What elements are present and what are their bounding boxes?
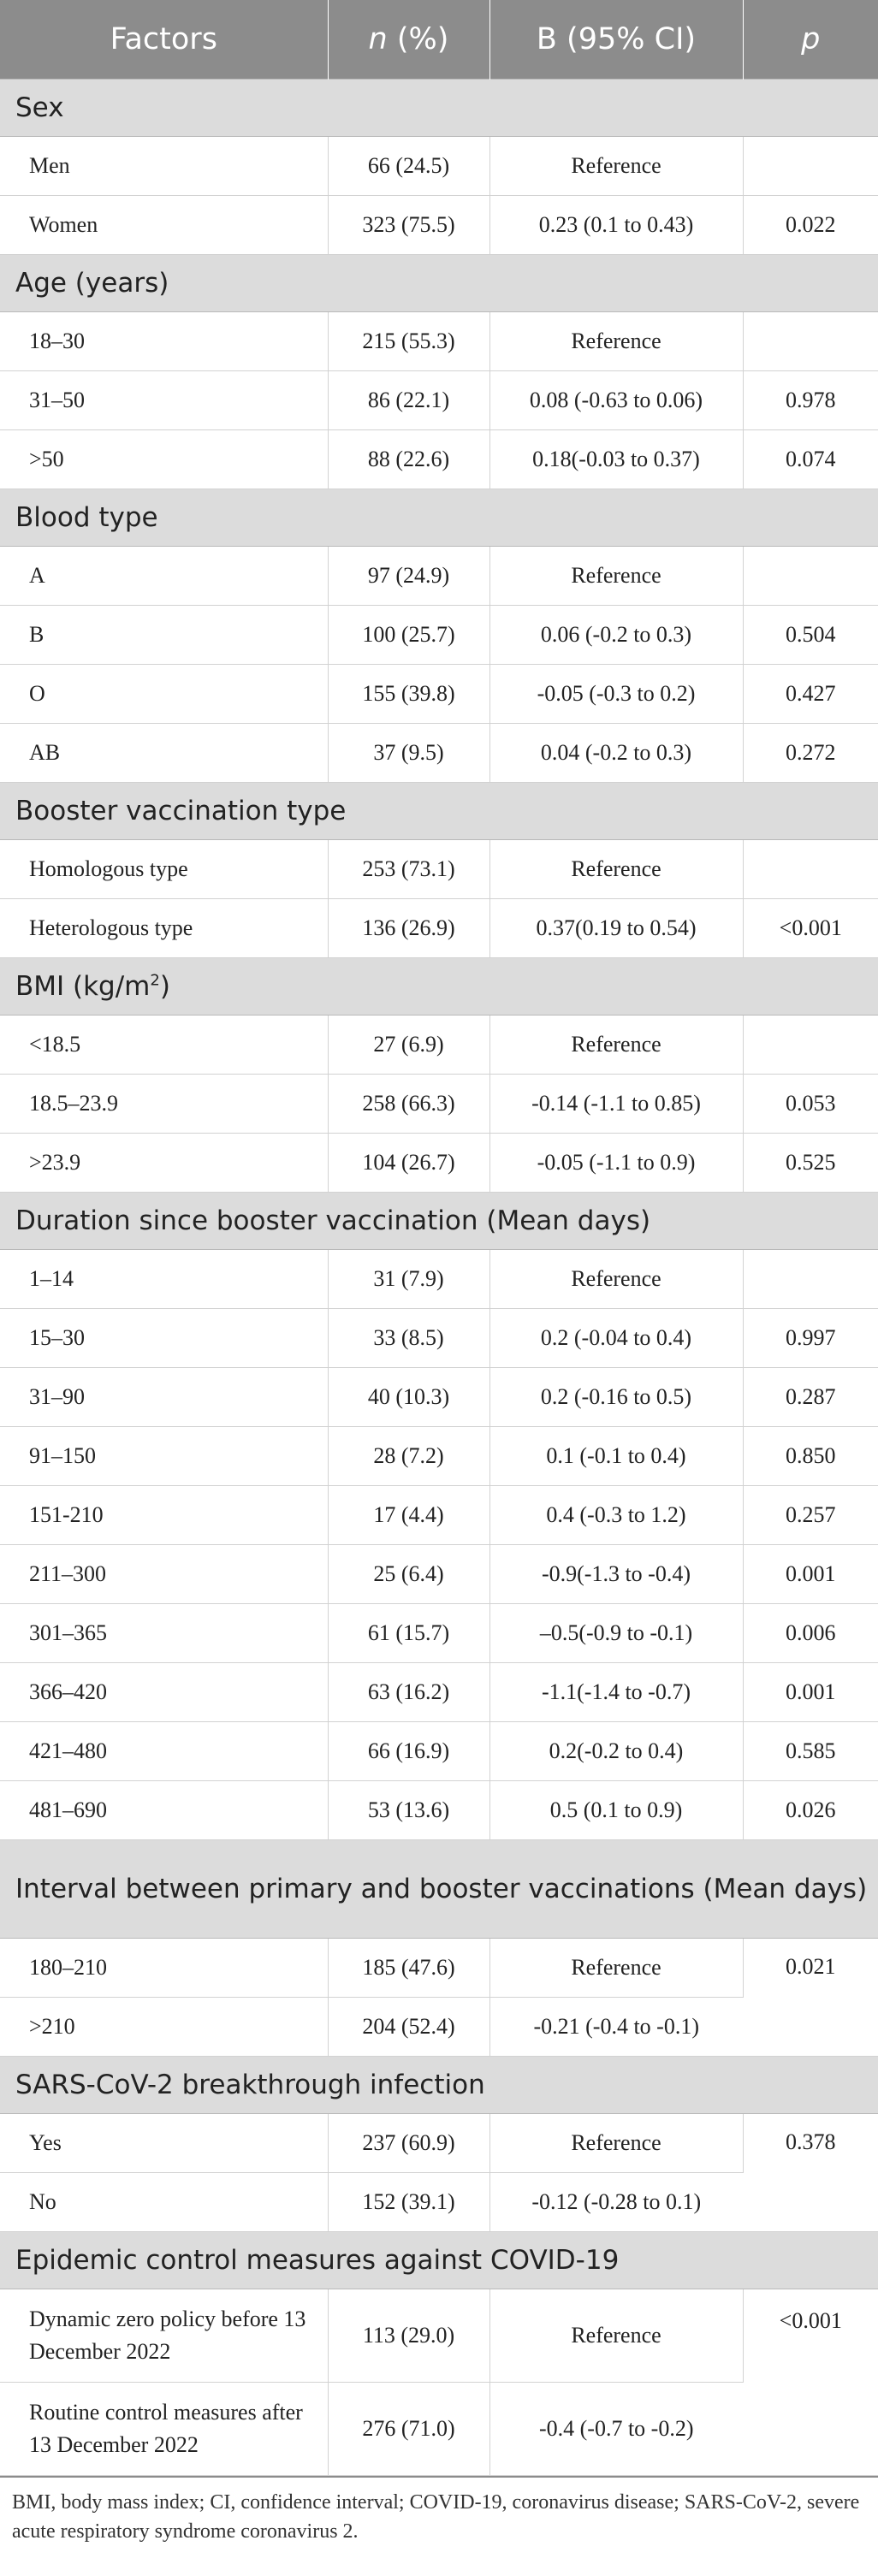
table-row [0, 1781, 878, 1840]
table-row [0, 840, 878, 899]
cell-b-ci: Reference [489, 2114, 743, 2173]
cell-factor: 211–300 [0, 1545, 328, 1604]
table-footnote: BMI, body mass index; CI, confidence interval; COVID-19, coronavirus disease; SARS-CoV-2, severe acute respiratory syndrome coronavirus 2. [0, 2476, 878, 2546]
section-title-text: Sex [15, 92, 64, 123]
cell-p-value: 0.997 [743, 1309, 878, 1368]
cell-factor: 18.5–23.9 [0, 1075, 328, 1134]
table-row [0, 1134, 878, 1193]
cell-b-ci: 0.08 (-0.63 to 0.06) [489, 371, 743, 430]
cell-factor: >210 [0, 1998, 328, 2057]
cell-n-percent: 155 (39.8) [328, 665, 489, 724]
cell-factor: B [0, 606, 328, 665]
cell-b-ci: 0.37(0.19 to 0.54) [489, 899, 743, 958]
cell-factor: Yes [0, 2114, 328, 2173]
cell-p-value: <0.001 [743, 899, 878, 958]
cell-factor: 301–365 [0, 1604, 328, 1663]
cell-factor: 31–90 [0, 1368, 328, 1427]
section-title-text: Epidemic control measures against COVID-19 [15, 2245, 620, 2276]
cell-n-percent: 17 (4.4) [328, 1486, 489, 1545]
cell-p-value: 0.585 [743, 1722, 878, 1781]
header-n-percent: (%) [396, 22, 449, 56]
cell-n-percent: 88 (22.6) [328, 430, 489, 489]
cell-n-percent: 100 (25.7) [328, 606, 489, 665]
cell-n-percent: 258 (66.3) [328, 1075, 489, 1134]
table-row [0, 1604, 878, 1663]
cell-factor: AB [0, 724, 328, 783]
table-row [0, 1016, 878, 1075]
section-title-text: Age (years) [15, 268, 169, 299]
cell-p-value [743, 1016, 878, 1075]
section-title-text: Booster vaccination type [15, 796, 347, 826]
cell-b-ci: Reference [489, 2289, 743, 2383]
cell-n-percent: 25 (6.4) [328, 1545, 489, 1604]
cell-b-ci: –0.5(-0.9 to -0.1) [489, 1604, 743, 1663]
cell-b-ci: -0.05 (-1.1 to 0.9) [489, 1134, 743, 1193]
cell-p-value: 0.021 [743, 1939, 878, 2057]
cell-n-percent: 104 (26.7) [328, 1134, 489, 1193]
cell-p-value: 0.001 [743, 1663, 878, 1722]
cell-p-value [743, 1250, 878, 1309]
cell-b-ci: Reference [489, 1250, 743, 1309]
table-row [0, 724, 878, 783]
table-row [0, 1309, 878, 1368]
cell-factor: 421–480 [0, 1722, 328, 1781]
section-title-suffix: ) [159, 971, 170, 1002]
cell-n-percent: 33 (8.5) [328, 1309, 489, 1368]
section-row [0, 1193, 878, 1250]
section-title-text: Interval between primary and booster vaccinations (Mean days) [15, 1874, 868, 1904]
cell-factor: Homologous type [0, 840, 328, 899]
cell-n-percent: 276 (71.0) [328, 2383, 489, 2476]
section-title [0, 783, 878, 840]
cell-factor: No [0, 2173, 328, 2232]
cell-b-ci: 0.2 (-0.04 to 0.4) [489, 1309, 743, 1368]
section-title [0, 1840, 878, 1939]
section-row [0, 255, 878, 312]
cell-factor: Routine control measures after 13 December 2022 [0, 2383, 328, 2476]
cell-n-percent: 61 (15.7) [328, 1604, 489, 1663]
cell-factor: A [0, 547, 328, 606]
cell-factor: Men [0, 137, 328, 196]
cell-b-ci: Reference [489, 547, 743, 606]
section-row [0, 2232, 878, 2289]
cell-b-ci: -0.4 (-0.7 to -0.2) [489, 2383, 743, 2476]
cell-p-value: 0.001 [743, 1545, 878, 1604]
section-row [0, 2057, 878, 2114]
section-title [0, 1193, 878, 1250]
cell-b-ci: -0.9(-1.3 to -0.4) [489, 1545, 743, 1604]
cell-factor: 151-210 [0, 1486, 328, 1545]
cell-n-percent: 113 (29.0) [328, 2289, 489, 2383]
table-row [0, 2289, 878, 2383]
section-title-superscript: 2 [150, 971, 160, 990]
cell-b-ci: 0.23 (0.1 to 0.43) [489, 196, 743, 255]
cell-n-percent: 204 (52.4) [328, 1998, 489, 2057]
cell-b-ci: 0.4 (-0.3 to 1.2) [489, 1486, 743, 1545]
table-header [0, 0, 878, 80]
cell-p-value [743, 312, 878, 371]
cell-factor: 18–30 [0, 312, 328, 371]
section-title [0, 489, 878, 547]
section-title [0, 2057, 878, 2114]
section-row [0, 80, 878, 137]
table-row [0, 606, 878, 665]
cell-factor: Heterologous type [0, 899, 328, 958]
cell-b-ci: Reference [489, 1939, 743, 1998]
cell-p-value [743, 547, 878, 606]
cell-p-value: 0.272 [743, 724, 878, 783]
cell-factor: 366–420 [0, 1663, 328, 1722]
cell-b-ci: Reference [489, 1016, 743, 1075]
table-row [0, 665, 878, 724]
cell-p-value: 0.006 [743, 1604, 878, 1663]
section-title [0, 255, 878, 312]
header-n [328, 0, 489, 80]
cell-n-percent: 63 (16.2) [328, 1663, 489, 1722]
cell-b-ci: Reference [489, 312, 743, 371]
section-title-text: SARS-CoV-2 breakthrough infection [15, 2070, 485, 2100]
cell-n-percent: 185 (47.6) [328, 1939, 489, 1998]
cell-p-value: 0.504 [743, 606, 878, 665]
cell-factor: 180–210 [0, 1939, 328, 1998]
table-row [0, 1427, 878, 1486]
section-title-text: Blood type [15, 502, 158, 533]
cell-n-percent: 40 (10.3) [328, 1368, 489, 1427]
header-factors: Factors [0, 0, 328, 80]
cell-factor: <18.5 [0, 1016, 328, 1075]
cell-n-percent: 152 (39.1) [328, 2173, 489, 2232]
cell-p-value: 0.850 [743, 1427, 878, 1486]
table-row [0, 2114, 878, 2173]
cell-p-value: 0.257 [743, 1486, 878, 1545]
cell-n-percent: 31 (7.9) [328, 1250, 489, 1309]
section-row [0, 1840, 878, 1939]
table-row [0, 1250, 878, 1309]
table-row [0, 137, 878, 196]
table-row [0, 196, 878, 255]
cell-factor: 481–690 [0, 1781, 328, 1840]
cell-b-ci: -1.1(-1.4 to -0.7) [489, 1663, 743, 1722]
cell-n-percent: 66 (24.5) [328, 137, 489, 196]
header-p: p [743, 0, 878, 80]
cell-b-ci: 0.06 (-0.2 to 0.3) [489, 606, 743, 665]
cell-n-percent: 323 (75.5) [328, 196, 489, 255]
cell-factor: 31–50 [0, 371, 328, 430]
table-row [0, 1939, 878, 1998]
cell-p-value: 0.074 [743, 430, 878, 489]
table-row [0, 312, 878, 371]
cell-p-value: 0.378 [743, 2114, 878, 2232]
cell-b-ci: 0.1 (-0.1 to 0.4) [489, 1427, 743, 1486]
cell-p-value: 0.053 [743, 1075, 878, 1134]
cell-b-ci: 0.5 (0.1 to 0.9) [489, 1781, 743, 1840]
header-n-symbol: n [368, 22, 388, 56]
cell-factor: O [0, 665, 328, 724]
cell-n-percent: 86 (22.1) [328, 371, 489, 430]
table-row [0, 371, 878, 430]
cell-b-ci: 0.2 (-0.16 to 0.5) [489, 1368, 743, 1427]
cell-factor: >23.9 [0, 1134, 328, 1193]
cell-n-percent: 53 (13.6) [328, 1781, 489, 1840]
cell-n-percent: 28 (7.2) [328, 1427, 489, 1486]
cell-factor: Dynamic zero policy before 13 December 2022 [0, 2289, 328, 2383]
cell-factor: 1–14 [0, 1250, 328, 1309]
table-row [0, 547, 878, 606]
section-row [0, 489, 878, 547]
table-row [0, 1663, 878, 1722]
table-row [0, 1486, 878, 1545]
cell-p-value: 0.287 [743, 1368, 878, 1427]
cell-factor: Women [0, 196, 328, 255]
section-row [0, 783, 878, 840]
cell-factor: 91–150 [0, 1427, 328, 1486]
cell-b-ci: -0.21 (-0.4 to -0.1) [489, 1998, 743, 2057]
cell-b-ci: Reference [489, 137, 743, 196]
cell-p-value: 0.026 [743, 1781, 878, 1840]
cell-n-percent: 27 (6.9) [328, 1016, 489, 1075]
table-row [0, 1722, 878, 1781]
cell-p-value [743, 137, 878, 196]
cell-n-percent: 37 (9.5) [328, 724, 489, 783]
header-b-ci: B (95% CI) [489, 0, 743, 80]
cell-b-ci: 0.04 (-0.2 to 0.3) [489, 724, 743, 783]
cell-factor: >50 [0, 430, 328, 489]
table-body [0, 80, 878, 2476]
cell-n-percent: 253 (73.1) [328, 840, 489, 899]
table-row [0, 430, 878, 489]
section-title-text: Duration since booster vaccination (Mean days) [15, 1205, 651, 1236]
section-title [0, 958, 878, 1016]
section-title [0, 80, 878, 137]
cell-p-value: 0.427 [743, 665, 878, 724]
table-row [0, 1368, 878, 1427]
cell-p-value: 0.525 [743, 1134, 878, 1193]
cell-factor: 15–30 [0, 1309, 328, 1368]
cell-b-ci: Reference [489, 840, 743, 899]
cell-n-percent: 66 (16.9) [328, 1722, 489, 1781]
section-row [0, 958, 878, 1016]
section-title-text: BMI (kg/m [15, 971, 151, 1002]
cell-n-percent: 237 (60.9) [328, 2114, 489, 2173]
cell-b-ci: -0.14 (-1.1 to 0.85) [489, 1075, 743, 1134]
cell-p-value: 0.022 [743, 196, 878, 255]
cell-n-percent: 136 (26.9) [328, 899, 489, 958]
cell-b-ci: -0.12 (-0.28 to 0.1) [489, 2173, 743, 2232]
table-row [0, 899, 878, 958]
table-row [0, 1545, 878, 1604]
cell-p-value: 0.978 [743, 371, 878, 430]
cell-b-ci: 0.18(-0.03 to 0.37) [489, 430, 743, 489]
cell-b-ci: -0.05 (-0.3 to 0.2) [489, 665, 743, 724]
section-title [0, 2232, 878, 2289]
cell-p-value [743, 840, 878, 899]
cell-b-ci: 0.2(-0.2 to 0.4) [489, 1722, 743, 1781]
cell-n-percent: 215 (55.3) [328, 312, 489, 371]
cell-n-percent: 97 (24.9) [328, 547, 489, 606]
cell-p-value: <0.001 [743, 2289, 878, 2476]
table-row [0, 1075, 878, 1134]
